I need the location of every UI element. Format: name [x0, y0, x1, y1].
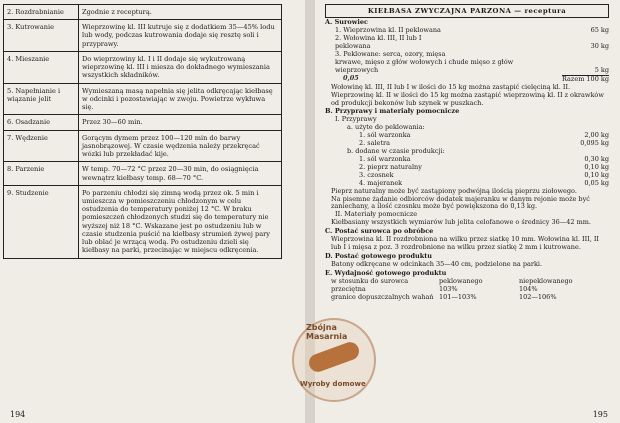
- ingredient-row: [335, 35, 609, 43]
- section-a-items: [325, 27, 609, 75]
- process-row: [4, 20, 282, 52]
- process-text: Zgodnie z recepturą.: [79, 5, 282, 20]
- process-text: Do wieprzowiny kl. I i II dodaje się wykutrowaną wieprzowinę kl. III i miesza do dokładnego wymieszania wszystkich składników.: [79, 51, 282, 83]
- yield-row2-cured: 101—103%: [439, 292, 477, 301]
- ingredient-label: 3. Peklowane: serca, ozory, mięsa: [335, 49, 446, 58]
- yield-row2-uncured: 102—106%: [519, 292, 557, 301]
- process-row: [4, 51, 282, 83]
- watermark-stamp: [292, 318, 376, 402]
- handwritten-note: 0,05: [343, 73, 359, 82]
- process-row: [4, 83, 282, 115]
- production-items: [325, 156, 609, 188]
- ingredient-row: [335, 67, 609, 75]
- ingredient-label: 2. saletra: [359, 139, 390, 148]
- page-number-right: 195: [592, 410, 608, 419]
- ingredient-qty: 0,10 kg: [584, 162, 609, 171]
- ingredient-qty: 65 kg: [590, 26, 609, 35]
- ingredient-row: [359, 164, 609, 172]
- section-c-heading: C. Postać surowca po obróbce: [325, 227, 434, 236]
- aux-materials-heading: II. Materiały pomocnicze: [335, 210, 418, 219]
- process-step: 8. Parzenie: [4, 162, 79, 185]
- ingredient-label: 2. pieprz naturalny: [359, 162, 422, 171]
- ingredient-qty: 30 kg: [590, 42, 609, 51]
- process-table: [3, 4, 282, 259]
- ingredient-qty: 5 kg: [594, 65, 609, 74]
- process-step: 5. Napełnianie i wiązanie jelit: [4, 83, 79, 115]
- left-page: [0, 0, 305, 423]
- yield-head-uncured: niepeklowanego: [519, 276, 573, 285]
- ingredient-label: wieprzowych: [335, 65, 379, 74]
- ingredient-qty: 0,05 kg: [584, 178, 609, 187]
- process-row: [4, 162, 282, 185]
- section-a-note: Wołowinę kl. III, II lub I w ilości do 15 kg można zastąpić cielęciną kl. II. Wieprzowinę kl. II w ilości do 15 kg można zastąpić wieprzowiną kl. II z okrawków od produkcji bekonów lub szynek w puszkach.: [331, 82, 604, 107]
- page-number-left: 194: [10, 410, 26, 419]
- ingredient-label: 4. majeranek: [359, 178, 403, 187]
- process-step: 2. Rozdrabnianie: [4, 5, 79, 20]
- section-c-text: Wieprzowina kl. II rozdrobniona na wilku przez siatkę 10 mm. Wołowina kl. III, II lub I i mięsa z poz. 3 rozdrobnione na wilku przez siatkę 2 mm i kutrowane.: [331, 235, 599, 252]
- curing-subheading: a. użyte do peklowania:: [347, 123, 425, 132]
- process-step: 7. Wędzenie: [4, 130, 79, 162]
- section-d-heading: D. Postać gotowego produktu: [325, 252, 432, 261]
- ingredient-label: 2. Wołowina kl. III, II lub I: [335, 34, 422, 43]
- sausage-icon: [306, 340, 361, 375]
- curing-items: [325, 132, 609, 148]
- spice-note-2: Na pisemne żądanie odbiorców dodatek majeranku w danym rejonie może być zaniechany, a ilość czosnku może być powiększona do 0,13 kg.: [331, 194, 590, 211]
- process-text: Wieprzowinę kl. III kutruje się z dodatkiem 35—45% lodu lub wody, podczas kutrowania dodaje się resztę soli i przyprawy.: [79, 20, 282, 52]
- process-text: W temp. 70—72 °C przez 20—30 min, do osiągnięcia wewnątrz kiełbasy temp. 68—70 °C.: [79, 162, 282, 185]
- yield-row2-label: granice dopuszczalnych wahań: [331, 292, 434, 301]
- process-row: [4, 185, 282, 258]
- ingredient-qty: 0,095 kg: [580, 139, 609, 148]
- yield-row1-cured: 103%: [439, 284, 458, 293]
- spice-note-1: Pieprz naturalny może być zastąpiony podwójną ilością pieprzu ziołowego.: [331, 186, 577, 195]
- ingredient-qty: 0,10 kg: [584, 170, 609, 179]
- production-subheading: b. dodane w czasie produkcji:: [347, 147, 445, 156]
- process-step: 3. Kutrowanie: [4, 20, 79, 52]
- spices-heading: I. Przyprawy: [335, 115, 377, 124]
- ingredient-label: 1. sól warzonka: [359, 131, 411, 140]
- recipe-title: KIEŁBASA ZWYCZAJNA PARZONA — receptura: [325, 4, 609, 18]
- yield-head-cured: peklowanego: [439, 276, 483, 285]
- ingredient-row: [359, 132, 609, 140]
- process-text: Przez 30—60 min.: [79, 115, 282, 130]
- section-a-heading: A. Surowiec: [325, 18, 368, 27]
- ingredient-qty: 0,30 kg: [584, 154, 609, 163]
- process-text: Gorącym dymem przez 100—120 min do barwy jasnobrązowej. W czasie wędzenia należy przekręcać wózki lub przekładać kije.: [79, 130, 282, 162]
- stamp-top-text: Zbójna Masarnia: [306, 323, 348, 341]
- process-row: [4, 130, 282, 162]
- section-e-heading: E. Wydajność gotowego produktu: [325, 268, 447, 277]
- yield-head-basis: w stosunku do surowca: [331, 276, 409, 285]
- process-text: Wymieszaną masą napełnia się jelita odkręcając kiełbasę w odcinki i pozostawiając w zwoju. Powietrze wykłuwa się.: [79, 83, 282, 115]
- recipe-content: [325, 4, 609, 302]
- ingredient-label: peklowana: [335, 42, 371, 51]
- yield-table: [325, 278, 609, 302]
- process-text: Po parzeniu chłodzi się zimną wodą przez ok. 5 min i umieszcza w pomieszczeniu chłodzonym w celu ostudzenia do temperatury poniżej 12 °C. W braku pomieszczeń chłodzonych studzi się do temperatury nie wyższej niż 18 °C. Wskazane jest po ostudzeniu lub w czasie studzenia puścić na kiełbasy strumień żywej pary lub oblać je wrzącą wodą. Po ostudzeniu dzieli się kiełbasy na parki, przecinając w miejscu odkręcenia.: [79, 185, 282, 258]
- section-b-heading: B. Przyprawy i materiały pomocnicze: [325, 107, 460, 116]
- ingredient-label: 3. czosnek: [359, 170, 394, 179]
- ingredient-label: 1. Wieprzowina kl. II peklowana: [335, 26, 441, 35]
- process-step: 4. Mieszanie: [4, 51, 79, 83]
- ingredient-label: krwawe, mięso z głów wołowych i chude mięso z głów: [335, 57, 514, 66]
- ingredient-label: 1. sól warzonka: [359, 154, 411, 163]
- section-d-text: Batony odkręcane w odcinkach 35—40 cm, podzielone na parki.: [331, 259, 543, 268]
- total-value: Razem 100 kg: [562, 74, 609, 83]
- process-row: [4, 5, 282, 20]
- aux-materials-text: Kiełbasiany wszystkich wymiarów lub jelita celofanowe o średnicy 36—42 mm.: [331, 218, 591, 227]
- stamp-bottom-text: Wyroby domowe: [300, 380, 366, 388]
- process-step: 6. Osadzanie: [4, 115, 79, 130]
- process-row: [4, 115, 282, 130]
- process-step: 9. Studzenie: [4, 185, 79, 258]
- ingredient-qty: 2,00 kg: [584, 131, 609, 140]
- yield-row1-uncured: 104%: [519, 284, 538, 293]
- yield-row1-label: przeciętna: [331, 284, 366, 293]
